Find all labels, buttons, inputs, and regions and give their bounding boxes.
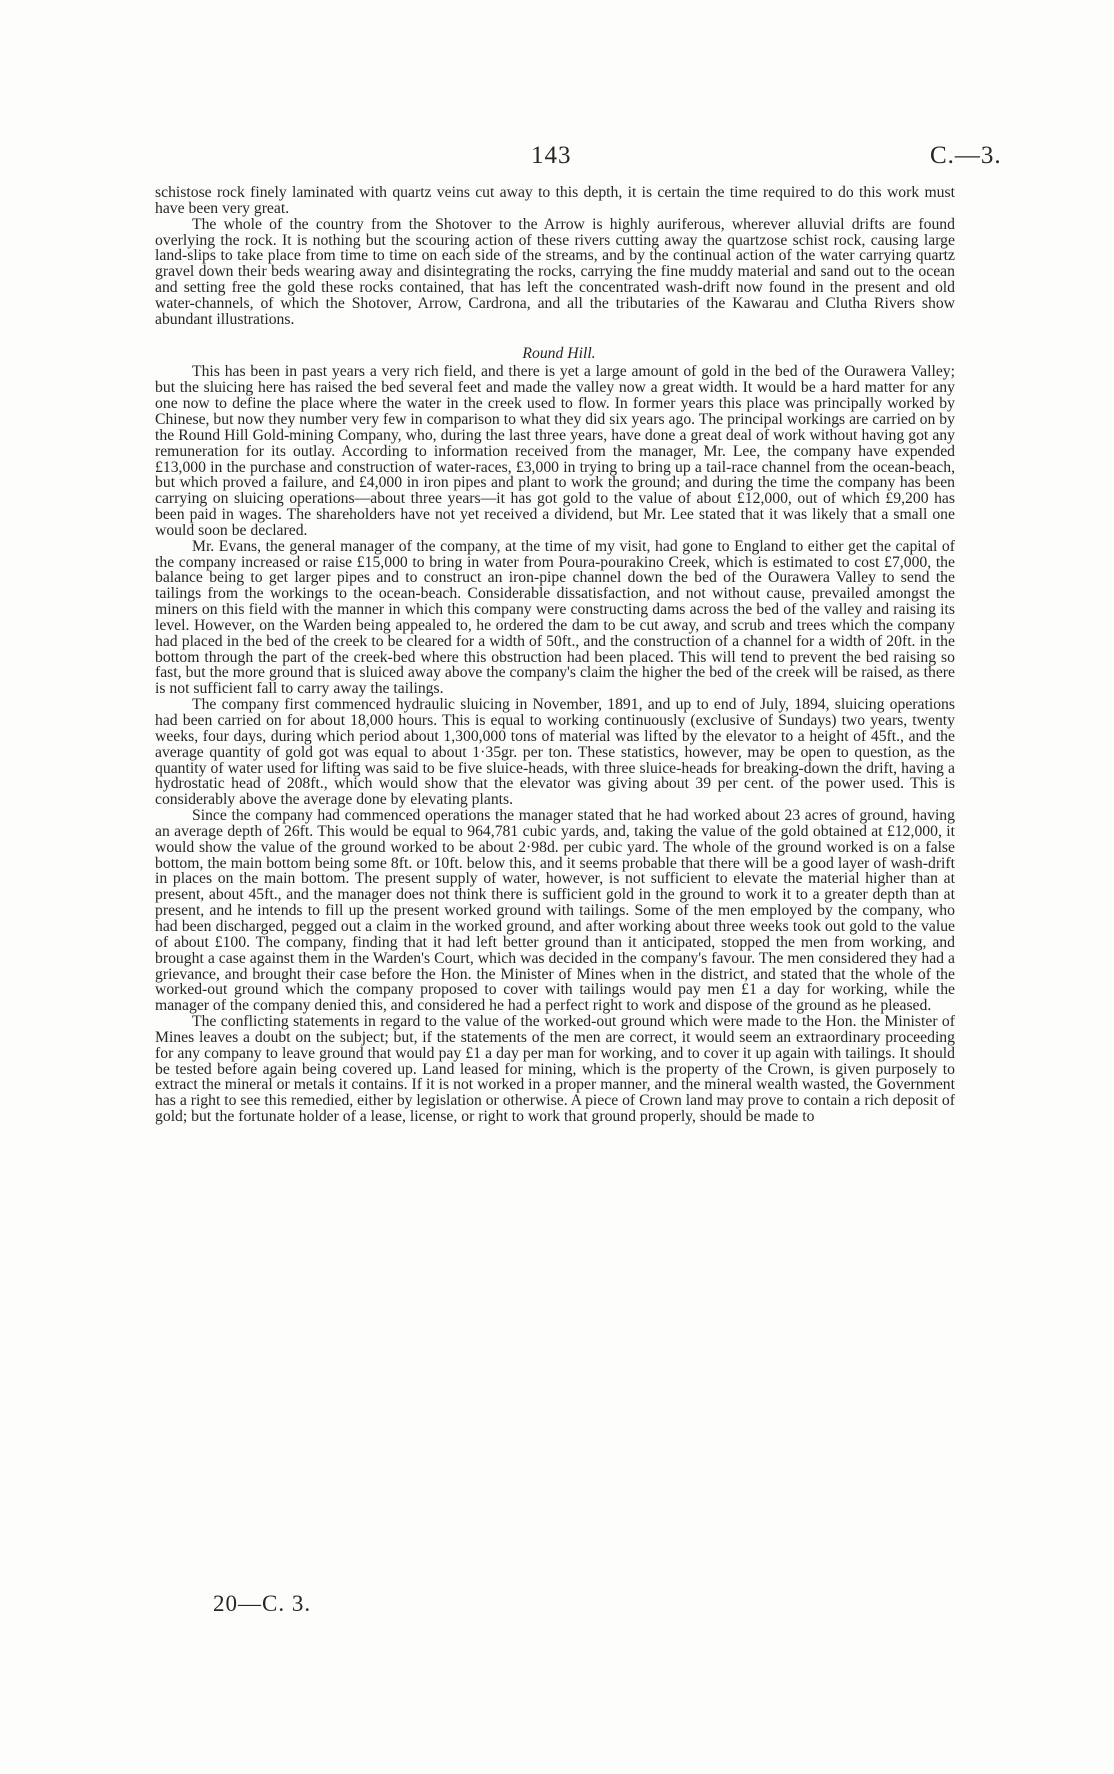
section-heading: Round Hill.	[522, 344, 596, 362]
page-number: 143	[531, 142, 572, 169]
paragraph: The conflicting statements in regard to the value of the worked-out ground which were made to the Hon. the Minister of Mines leaves a doubt on the subject; but, if the statements of the men are correct, it would seem an extraordinary proceeding for any company to leave ground that would pay £1 a day per man for working, and to cover it up again with tailings. It should be tested before again being covered up. Land leased for mining, which is the property of the Crown, is given purposely to extract the mineral or metals it contains. If it is not worked in a proper manner, and the mineral wealth wasted, the Government has a right to see this remedied, either by legislation or otherwise. A piece of Crown land may prove to contain a rich deposit of gold; but the fortunate holder of a lease, license, or right to work that ground properly, should be made to	[155, 1013, 955, 1126]
body-text	[155, 185, 955, 1125]
document-reference: C.—3.	[930, 142, 1002, 169]
paragraph: The whole of the country from the Shotover to the Arrow is highly auriferous, wherever alluvial drifts are found overlying the rock. It is nothing but the scouring action of these rivers cutting away the quartzose schist rock, causing large land-slips to take place from time to time on each side of the streams, and by the continual action of the water carrying quartz gravel down their beds wearing away and disintegrating the rocks, carrying the fine muddy material and sand out to the ocean and setting free the gold these rocks contained, that has left the concentrated wash-drift now found in the present and old water-channels, of which the Shotover, Arrow, Cardrona, and all the tributaries of the Kawarau and Clutha Rivers show abundant illustrations.	[155, 215, 955, 328]
paragraph: The company first commenced hydraulic sluicing in November, 1891, and up to end of July, 1894, sluicing operations had been carried on for about 18,000 hours. This is equal to working continuously (exclusive of Sundays) two years, twenty weeks, four days, during which period about 1,300,000 tons of material was lifted by the elevator to a height of 45ft., and the average quantity of gold got was equal to about 1·35gr. per ton. These statistics, however, may be open to question, as the quantity of water used for lifting was said to be five sluice-heads, with three sluice-heads for breaking-down the drift, having a hydrostatic head of 208ft., which would show that the elevator was giving about 39 per cent. of the power used. This is considerably above the average done by elevating plants.	[155, 696, 955, 809]
paragraph: Since the company had commenced operations the manager stated that he had worked about 23 acres of ground, having an average depth of 26ft. This would be equal to 964,781 cubic yards, and, taking the value of the gold obtained at £12,000, it would show the value of the ground worked to be about 2·98d. per cubic yard. The whole of the ground worked is on a false bottom, the main bottom being some 8ft. or 10ft. below this, and it seems probable that there will be a good layer of wash-drift in places on the main bottom. The present supply of water, however, is not sufficient to elevate the material higher than at present, about 45ft., and the manager does not think there is sufficient gold in the ground to work it to a greater depth than at present, and he intends to fill up the present worked ground with tailings. Some of the men employed by the company, who had been discharged, pegged out a claim in the worked ground, and after working about three weeks took out gold to the value of about £100. The company, finding that it had left better ground than it anticipated, stopped the men from working, and brought a case against them in the Warden's Court, which was decided in the company's favour. The men considered they had a grievance, and brought their case before the Hon. the Minister of Mines when in the district, and stated that the whole of the worked-out ground which the company proposed to cover with tailings would pay men £1 a day for working, while the manager of the company denied this, and considered he had a perfect right to work and dispose of the ground as he pleased.	[155, 807, 955, 1015]
page-header	[0, 142, 1114, 182]
signature-mark: 20—C. 3.	[213, 1591, 312, 1616]
paragraph: schistose rock finely laminated with quartz veins cut away to this depth, it is certain the time required to do this work must have been very great.	[155, 184, 955, 217]
paragraph: This has been in past years a very rich field, and there is yet a large amount of gold in the bed of the Ourawera Valley; but the sluicing here has raised the bed several feet and made the valley now a great width. It would be a hard matter for any one now to define the place where the water in the creek used to flow. In former years this place was principally worked by Chinese, but now they number very few in comparison to what they did six years ago. The principal workings are carried on by the Round Hill Gold-mining Company, who, during the last three years, have done a great deal of work without having got any remuneration for its outlay. According to information received from the manager, Mr. Lee, the company have expended £13,000 in the purchase and construction of water-races, £3,000 in trying to bring up a tail-race channel from the ocean-beach, but which proved a failure, and £4,000 in iron pipes and plant to work the ground; and during the time the company has been carrying on sluicing operations—about three years—it has got gold to the value of about £12,000, out of which £9,200 has been paid in wages. The shareholders have not yet received a dividend, but Mr. Lee stated that it was likely that a small one would soon be declared.	[155, 363, 955, 539]
paragraph: Mr. Evans, the general manager of the company, at the time of my visit, had gone to England to either get the capital of the company increased or raise £15,000 to bring in water from Poura-pourakino Creek, which is estimated to cost £7,000, the balance being to get larger pipes and to construct an iron-pipe channel down the bed of the Ourawera Valley to send the tailings from the workings to the ocean-beach. Considerable dissatisfaction, and not without cause, prevailed amongst the miners on this field with the manner in which this company were constructing dams across the bed of the valley and raising its level. However, on the Warden being appealed to, he ordered the dam to be cut away, and scrub and trees which the company had placed in the bed of the creek to be cleared for a width of 50ft., and the construction of a channel for a width of 20ft. in the bottom through the part of the creek-bed where this obstruction had been placed. This will tend to prevent the bed raising so fast, but the more ground that is sluiced away above the company's claim the higher the bed of the creek will be raised, as there is not sufficient fall to carry away the tailings.	[155, 537, 955, 698]
